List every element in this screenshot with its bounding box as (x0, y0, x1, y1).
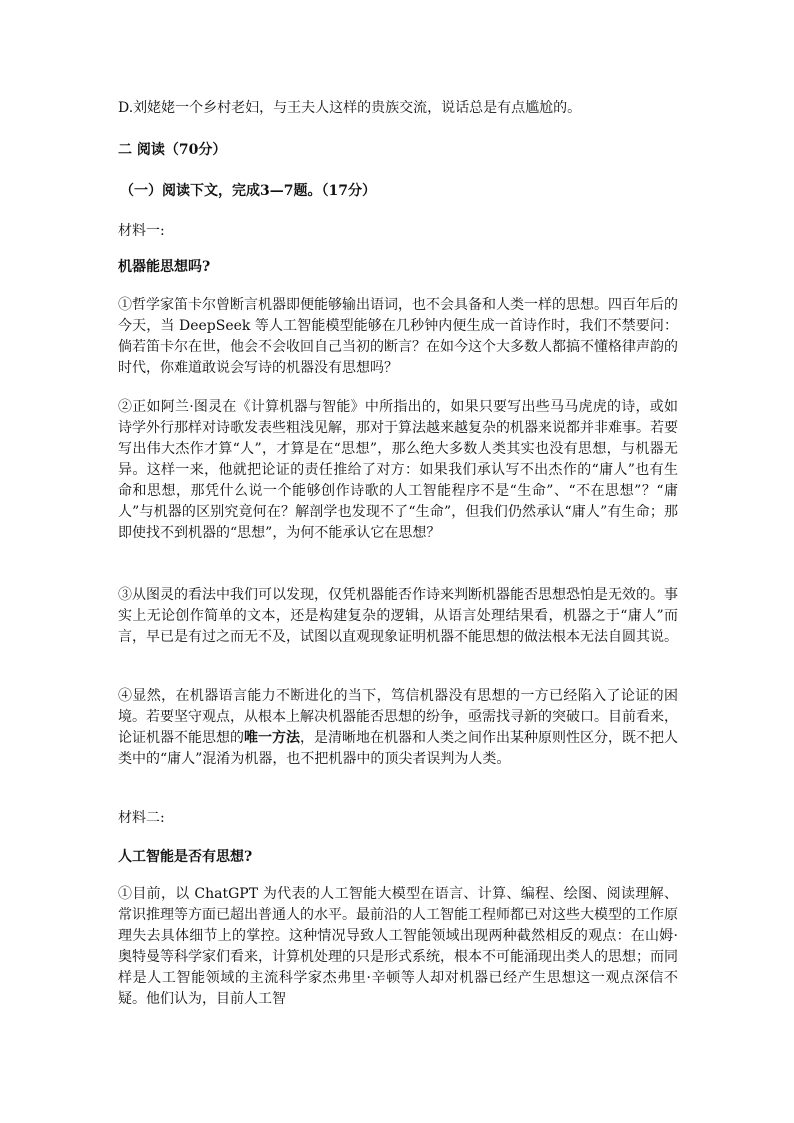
material1-title: 机器能思想吗? (118, 259, 211, 275)
material1-paragraph-3: ③从图灵的看法中我们可以发现，仅凭机器能否作诗来判断机器能否思想恐怕是无效的。事实上无论创作简单的文本，还是构建复杂的逻辑，从语言处理结果看，机器之于“庸人”而言，早已是有过之而无不及，试图以直观现象证明机器不能思想的做法根本无法自圆其说。 (118, 587, 678, 645)
option-d-text: D.刘姥姥一个乡村老妇，与王夫人这样的贵族交流，说话总是有点尴尬的。 (118, 100, 582, 116)
p4-text-after: ，是清晰地在机器和人类之间作出某种原则性区分，既不把人类中的“庸人”混淆为机器，也不把机器中的顶尖者误判为人类。 (118, 730, 678, 767)
section-title: 二 阅读（70分） (118, 142, 227, 158)
subsection-title: （一）阅读下文，完成3—7题。（17分） (120, 183, 376, 199)
material1-paragraph-1: ①哲学家笛卡尔曾断言机器即便能够输出语词，也不会具备和人类一样的思想。四百年后的今天，当 DeepSeek 等人工智能模型能够在几秒钟内便生成一首诗作时，我们不禁要问：倘若笛卡尔在世，他会不会收回自己当初的断言？在如今这个大多数人都搞不懂格律声韵的时代，你难道敢说会写诗的机器没有思想吗？ (118, 297, 678, 376)
material1-paragraph-2: ②正如阿兰·图灵在《计算机器与智能》中所指出的，如果只要写出些马马虎虎的诗，或如诗学外行那样对诗歌发表些粗浅见解，那对于算法越来越复杂的机器来说都并非难事。若要写出伟大杰作才算“人”，才算是在“思想”，那么绝大多数人类其实也没有思想，与机器无异。这样一来，他就把论证的责任推给了对方：如果我们承认写不出杰作的“庸人”也有生命和思想，那凭什么说一个能够创作诗歌的人工智能程序不是“生命”、“不在思想”？“庸人”与机器的区别究竟何在？解剖学也发现不了“生命”，但我们仍然承认“庸人”有生命；那即使找不到机器的“思想”，为何不能承认它在思想？ (118, 399, 678, 541)
material1-paragraph-4 (118, 686, 678, 770)
material1-label: 材料一: (118, 223, 165, 239)
p4-emphasis: 唯一方法 (244, 730, 300, 746)
material2-paragraph-1: ①目前，以 ChatGPT 为代表的人工智能大模型在语言、计算、编程、绘图、阅读理解、常识推理等方面已超出普通人的水平。最前沿的人工智能工程师都已对这些大模型的工作原理失去具体细节上的掌控。这种情况导致人工智能领域出现两种截然相反的观点：在山姆·奥特曼等科学家们看来，计算机处理的只是形式系统，根本不可能涌现出类人的思想；而同样是人工智能领域的主流科学家杰弗里·辛顿等人却对机器已经产生思想这一观点深信不疑。他们认为，目前人工智 (118, 886, 678, 1007)
p4-text-before: ④显然，在机器语言能力不断进化的当下，笃信机器没有思想的一方已经陷入了论证的困境。若要坚守观点，从根本上解决机器能否思想的纷争，亟需找寻新的突破口。目前看来，论证机器不能思想的 (118, 688, 678, 746)
material2-title: 人工智能是否有思想? (118, 849, 253, 865)
material2-label: 材料二: (118, 810, 165, 826)
